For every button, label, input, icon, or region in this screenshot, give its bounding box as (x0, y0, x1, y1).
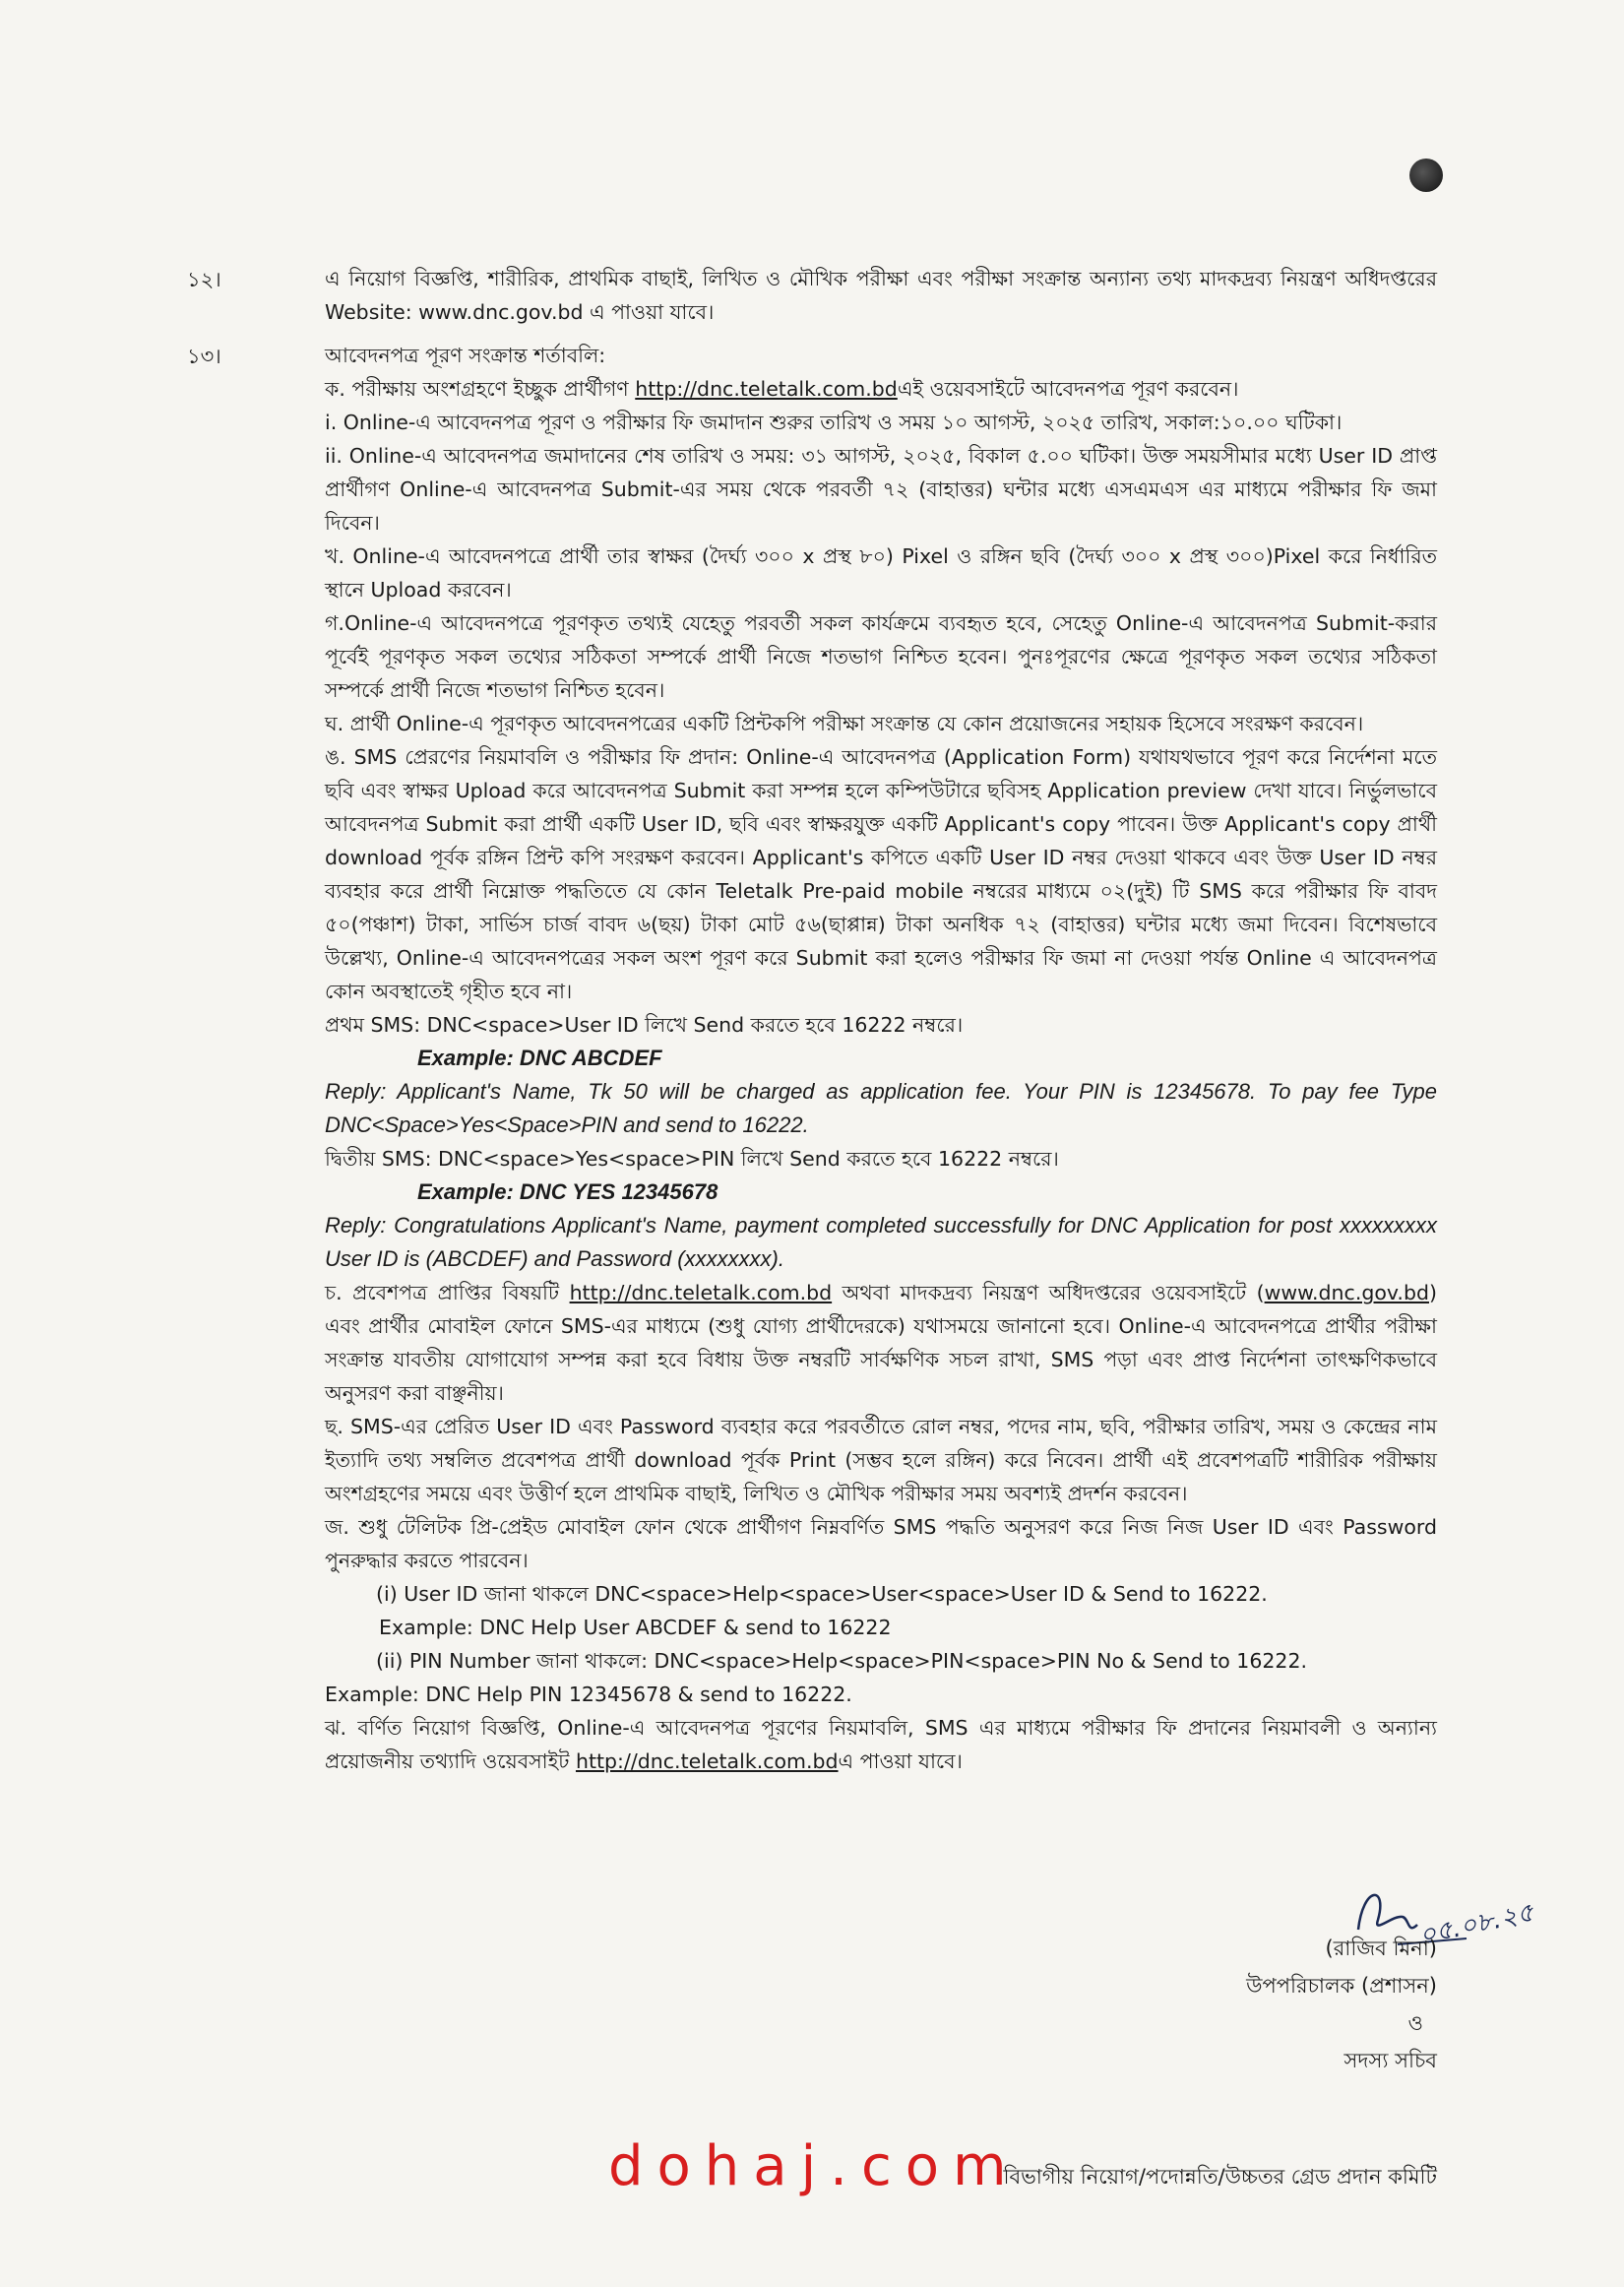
punch-hole (1409, 159, 1443, 192)
sms-first-example: Example: DNC ABCDEF (417, 1046, 662, 1070)
sms-second-example: Example: DNC YES 12345678 (417, 1179, 718, 1204)
recovery-pin: (ii) PIN Number জানা থাকলে: DNC<space>Help<space>PIN<space>PIN No & Send to 16222. (376, 1649, 1308, 1673)
teletalk-link[interactable]: http://dnc.teletalk.com.bd (635, 377, 898, 401)
recovery-pin-example: Example: DNC Help PIN 12345678 & send to 16222. (325, 1683, 852, 1706)
sms-second-reply: Reply: Congratulations Applicant's Name, payment completed successfully for DNC Application for post xxxxxxxxx User ID is (ABCDEF) and Password (xxxxxxxx). (325, 1213, 1437, 1271)
dnc-website-link[interactable]: www.dnc.gov.bd (1264, 1281, 1429, 1304)
signature-block (945, 1930, 1437, 2079)
clause-jha-pre: ঝ. বর্ণিত নিয়োগ বিজ্ঞপ্তি, Online-এ আবেদনপত্র পূরণের নিয়মাবলি, SMS এর মাধ্যমে পরীক্ষার ফি প্রদানের নিয়মাবলী ও অন্যান্য প্রয়োজনীয় তথ্যাদি ওয়েবসাইট (325, 1716, 1437, 1773)
clause-cha-post: ) এবং প্রার্থীর মোবাইল ফোনে SMS-এর মাধ্যমে (শুধু যোগ্য প্রার্থীদেরকে) যথাসময়ে জানানো হবে। Online-এ আবেদনপত্রে প্রার্থীর পরীক্ষা সংক্রান্ত যাবতীয় যোগাযোগ সম্পন্ন করা হবে বিধায় উক্ত নম্বরটি সার্বক্ষণিক সচল রাখা, SMS পড়া এবং প্রাপ্ত নির্দেশনা তাৎক্ষণিকভাবে অনুসরণ করা বাঞ্ছনীয়। (325, 1281, 1437, 1405)
clause-kha: খ. Online-এ আবেদনপত্রে প্রার্থী তার স্বাক্ষর (দৈর্ঘ্য ৩০০ x প্রস্থ ৮০) Pixel ও রঙ্গিন ছবি (দৈর্ঘ্য ৩০০ x প্রস্থ ৩০০)Pixel করে নির্ধারিত স্থানে Upload করবেন। (325, 544, 1437, 602)
clause-ga: গ.Online-এ আবেদনপত্রে পূরণকৃত তথ্যই যেহেতু পরবর্তী সকল কার্যক্রমে ব্যবহৃত হবে, সেহেতু Online-এ আবেদনপত্র Submit-করার পূর্বেই পূরণকৃত সকল তথ্যের সঠিকতা সম্পর্কে প্রার্থী নিজে শতভাগ নিশ্চিত হবেন। পুনঃপূরণের ক্ষেত্রে পূরণকৃত সকল তথ্যের সঠিকতা সম্পর্কে প্রার্থী নিজে শতভাগ নিশ্চিত হবেন। (325, 611, 1437, 702)
clause-i: i. Online-এ আবেদনপত্র পূরণ ও পরীক্ষার ফি জমাদান শুরুর তারিখ ও সময় ১০ আগস্ট, ২০২৫ তারিখ, সকাল:১০.০০ ঘটিকা। (325, 411, 1343, 434)
clause-chha: ছ. SMS-এর প্রেরিত User ID এবং Password ব্যবহার করে পরবর্তীতে রোল নম্বর, পদের নাম, ছবি, পরীক্ষার তারিখ, সময় ও কেন্দ্রের নাম ইত্যাদি তথ্য সম্বলিত প্রবেশপত্র প্রার্থী download পূর্বক Print (সম্ভব হলে রঙ্গিন) করে নিবেন। প্রার্থী এই প্রবেশপত্রটি শারীরিক পরীক্ষায় অংশগ্রহণের সময়ে এবং উত্তীর্ণ হলে প্রাথমিক বাছাই, লিখিত ও মৌখিক পরীক্ষার সময় অবশ্যই প্রদর্শন করবেন। (325, 1415, 1437, 1505)
signatory-title: উপপরিচালক (প্রশাসন) (1246, 1974, 1437, 1998)
clause-jha (325, 1711, 1437, 1778)
clause-cha (325, 1276, 1437, 1410)
committee-name: বিভাগীয় নিয়োগ/পদোন্নতি/উচ্চতর গ্রেড প্রদান কমিটি (1003, 2165, 1437, 2189)
watermark: dohaj.com (608, 2134, 1021, 2198)
sms-second: দ্বিতীয় SMS: DNC<space>Yes<space>PIN লিখে Send করতে হবে 16222 নম্বরে। (325, 1147, 1059, 1171)
clause-umo: ঙ. SMS প্রেরণের নিয়মাবলি ও পরীক্ষার ফি প্রদান: Online-এ আবেদনপত্র (Application Form) যথাযথভাবে পূরণ করে নির্দেশনা মতে ছবি এবং স্বাক্ষর Upload করে আবেদনপত্র Submit করা সম্পন্ন হলে কম্পিউটারে ছবিসহ Application preview দেখা যাবে। নির্ভুলভাবে আবেদনপত্র Submit করা প্রার্থী একটি User ID, ছবি এবং স্বাক্ষরযুক্ত একটি Applicant's copy পাবেন। উক্ত Applicant's copy প্রার্থী download পূর্বক রঙ্গিন প্রিন্ট কপি সংরক্ষণ করবেন। Applicant's কপিতে একটি User ID নম্বর দেওয়া থাকবে এবং উক্ত User ID নম্বর ব্যবহার করে প্রার্থী নিম্নোক্ত পদ্ধতিতে যে কোন Teletalk Pre-paid mobile নম্বরের মাধ্যমে ০২(দুই) টি SMS করে পরীক্ষার ফি বাবদ ৫০(পঞ্চাশ) টাকা, সার্ভিস চার্জ বাবদ ৬(ছয়) টাকা মোট ৫৬(ছাপ্পান্ন) টাকা অনধিক ৭২ (বাহাত্তর) ঘন্টার মধ্যে জমা দিবেন। বিশেষভাবে উল্লেখ্য, Online-এ আবেদনপত্রের সকল অংশ পূরণ করে Submit করা হলেও পরীক্ষার ফি জমা না দেওয়া পর্যন্ত Online এ আবেদনপত্র কোন অবস্থাতেই গৃহীত হবে না। (325, 745, 1437, 1003)
item-13-number: ১৩। (187, 345, 221, 368)
item-13-heading: আবেদনপত্র পূরণ সংক্রান্ত শর্তাবলি: (325, 344, 606, 367)
teletalk-link-2[interactable]: http://dnc.teletalk.com.bd (569, 1281, 833, 1304)
recovery-user-id-example: Example: DNC Help User ABCDEF & send to 16222 (379, 1616, 892, 1639)
clause-gha: ঘ. প্রার্থী Online-এ পূরণকৃত আবেদনপত্রের একটি প্রিন্টকপি পরীক্ষা সংক্রান্ত যে কোন প্রয়োজনের সহায়ক হিসেবে সংরক্ষণ করবেন। (325, 712, 1364, 735)
recovery-user-id: (i) User ID জানা থাকলে DNC<space>Help<space>User<space>User ID & Send to 16222. (376, 1582, 1268, 1606)
clause-ii: ii. Online-এ আবেদনপত্র জমাদানের শেষ তারিখ ও সময়: ৩১ আগস্ট, ২০২৫, বিকাল ৫.০০ ঘটিকা। উক্ত সময়সীমার মধ্যে User ID প্রাপ্ত প্রার্থীগণ Online-এ আবেদনপত্র Submit-এর সময় থেকে পরবর্তী ৭২ (বাহাত্তর) ঘন্টার মধ্যে এসএমএস এর মাধ্যমে পরীক্ষার ফি জমা দিবেন। (325, 444, 1437, 535)
clause-ka-post: এই ওয়েবসাইটে আবেদনপত্র পূরণ করবেন। (897, 377, 1239, 401)
clause-cha-pre: চ. প্রবেশপত্র প্রাপ্তির বিষয়টি (325, 1281, 560, 1304)
clause-cha-mid: অথবা মাদকদ্রব্য নিয়ন্ত্রণ অধিদপ্তরের ওয়েবসাইটে ( (842, 1281, 1265, 1304)
clause-ja: জ. শুধু টেলিটক প্রি-প্রেইড মোবাইল ফোন থেকে প্রার্থীগণ নিম্নবর্ণিত SMS পদ্ধতি অনুসরণ করে নিজ নিজ User ID এবং Password পুনরুদ্ধার করতে পারবেন। (325, 1515, 1437, 1572)
teletalk-link-3[interactable]: http://dnc.teletalk.com.bd (575, 1749, 839, 1773)
item-13-body (325, 339, 1437, 1778)
clause-jha-post: এ পাওয়া যাবে। (838, 1749, 963, 1773)
signatory-and: ও (1407, 2011, 1423, 2035)
sms-first-reply: Reply: Applicant's Name, Tk 50 will be charged as application fee. Your PIN is 12345678. To pay fee Type DNC<Space>Yes<Space>PIN and send to 16222. (325, 1079, 1437, 1137)
signature-date: ০৫.০৮.২৫ (1416, 1897, 1537, 1951)
item-12-number: ১২। (187, 268, 221, 291)
clause-ka (325, 372, 1437, 406)
item-12-paragraph: এ নিয়োগ বিজ্ঞপ্তি, শারীরিক, প্রাথমিক বাছাই, লিখিত ও মৌখিক পরীক্ষা এবং পরীক্ষা সংক্রান্ত অন্যান্য তথ্য মাদকদ্রব্য নিয়ন্ত্রণ অধিদপ্তরের Website: www.dnc.gov.bd এ পাওয়া যাবে। (325, 267, 1437, 324)
sms-first: প্রথম SMS: DNC<space>User ID লিখে Send করতে হবে 16222 নম্বরে। (325, 1013, 964, 1037)
clause-ka-pre: ক. পরীক্ষায় অংশগ্রহণে ইচ্ছুক প্রার্থীগণ (325, 377, 629, 401)
signatory-title-2: সদস্য সচিব (1343, 2049, 1437, 2072)
item-12-text (325, 262, 1437, 329)
signatory-name: (রাজিব মিনা) (1325, 1937, 1437, 1960)
